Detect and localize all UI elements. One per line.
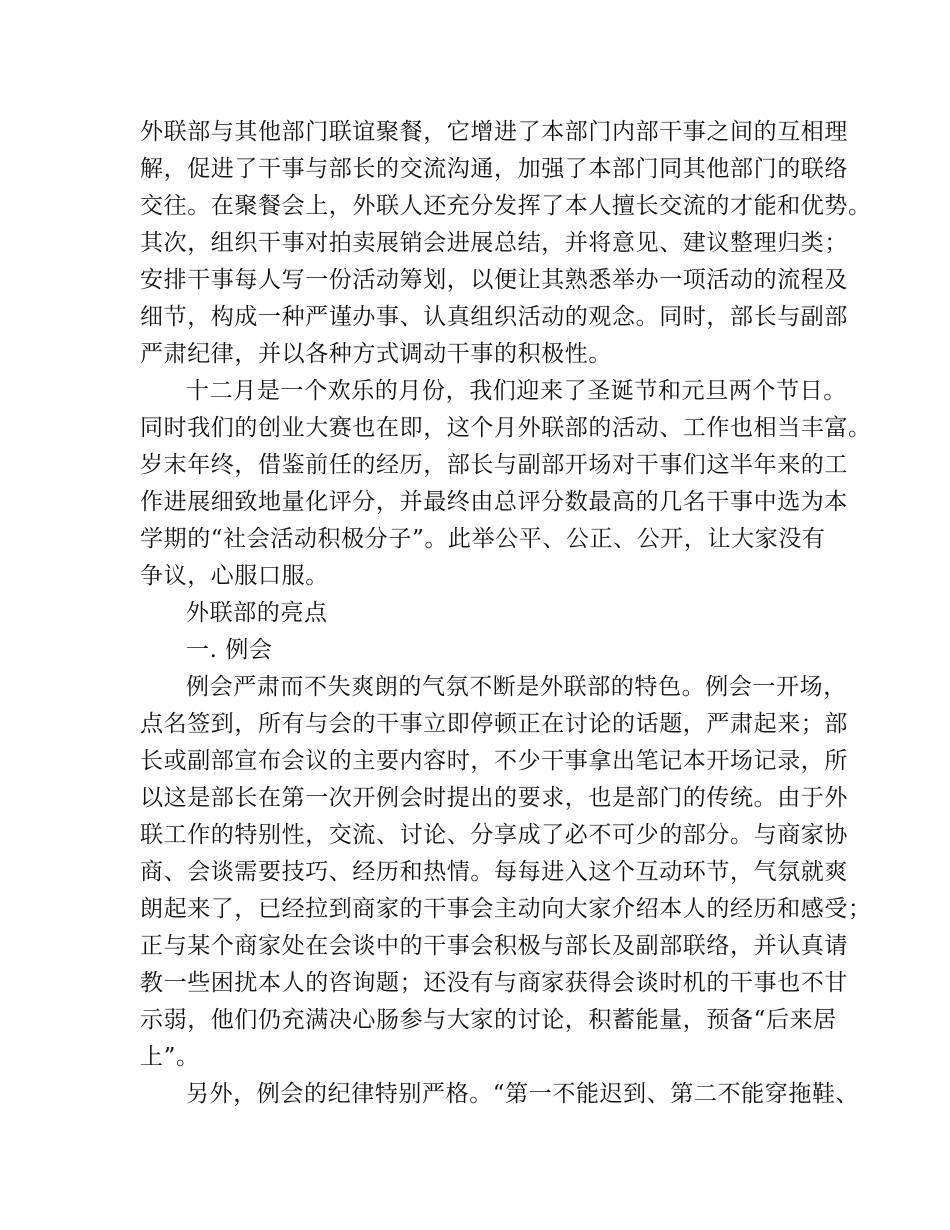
section-heading: 外联部的亮点 xyxy=(186,600,328,626)
text-line: 点名签到，所有与会的干事立即停顿正在讨论的话题，严肃起来；部 xyxy=(140,711,848,737)
text-line: 商、会谈需要技巧、经历和热情。每每进入这个互动环节，气氛就爽 xyxy=(140,859,848,885)
text-line: 交往。在聚餐会上，外联人还充分发挥了本人擅长交流的才能和优势。 xyxy=(140,193,872,219)
text-line: 外联部与其他部门联谊聚餐，它增进了本部门内部干事之间的互相理 xyxy=(140,119,848,145)
paragraph-first-line: 十二月是一个欢乐的月份，我们迎来了圣诞节和元旦两个节日。 xyxy=(186,378,847,404)
text-line: 学期的“社会活动积极分子”。此举公平、公正、公开，让大家没有 xyxy=(140,526,826,552)
text-line: 岁末年终，借鉴前任的经历，部长与副部开场对干事们这半年来的工 xyxy=(140,452,848,478)
text-line: 联工作的特别性，交流、讨论、分享成了必不可少的部分。与商家协 xyxy=(140,822,848,848)
text-line: 严肃纪律，并以各种方式调动干事的积极性。 xyxy=(140,341,612,367)
text-line: 上”。 xyxy=(140,1044,200,1070)
text-line: 细节，构成一种严谨办事、认真组织活动的观念。同时，部长与副部 xyxy=(140,304,848,330)
text-line: 其次，组织干事对拍卖展销会进展总结，并将意见、建议整理归类； xyxy=(140,230,848,256)
text-line: 同时我们的创业大赛也在即，这个月外联部的活动、工作也相当丰富。 xyxy=(140,415,872,441)
paragraph-first-line: 另外，例会的纪律特别严格。“第一不能迟到、第二不能穿拖鞋、 xyxy=(186,1081,860,1107)
text-line: 长或副部宣布会议的主要内容时，不少干事拿出笔记本开场记录，所 xyxy=(140,748,848,774)
text-line: 争议，心服口服。 xyxy=(140,563,329,589)
text-line: 正与某个商家处在会谈中的干事会积极与部长及副部联络，并认真请 xyxy=(140,933,848,959)
text-line: 教一些困扰本人的咨询题；还没有与商家获得会谈时机的干事也不甘 xyxy=(140,970,848,996)
text-line: 朗起来了，已经拉到商家的干事会主动向大家介绍本人的经历和感受； xyxy=(140,896,872,922)
text-line: 以这是部长在第一次开例会时提出的要求，也是部门的传统。由于外 xyxy=(140,785,848,811)
paragraph-first-line: 例会严肃而不失爽朗的气氛不断是外联部的特色。例会一开场， xyxy=(186,674,847,700)
text-line: 作进展细致地量化评分，并最终由总评分数最高的几名干事中选为本 xyxy=(140,489,848,515)
subsection-heading: 一. 例会 xyxy=(186,637,273,663)
text-line: 示弱，他们仍充满决心肠参与大家的讨论，积蓄能量，预备“后来居 xyxy=(140,1007,837,1033)
text-line: 安排干事每人写一份活动筹划，以便让其熟悉举办一项活动的流程及 xyxy=(140,267,848,293)
text-line: 解，促进了干事与部长的交流沟通，加强了本部门同其他部门的联络 xyxy=(140,156,848,182)
